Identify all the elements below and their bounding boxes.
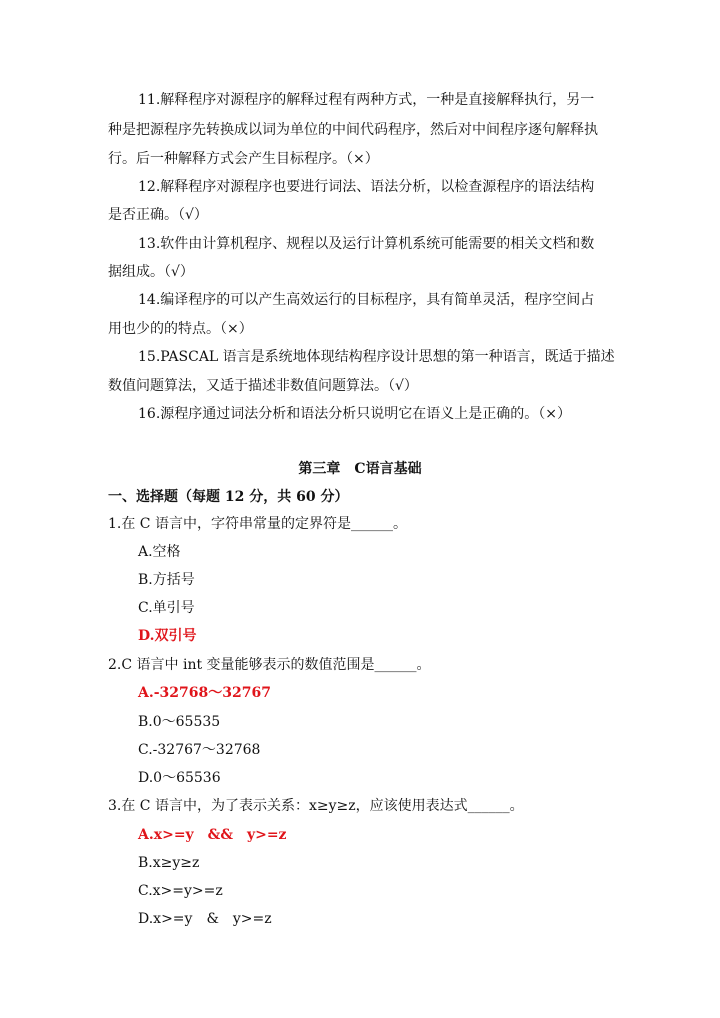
q1-option-b: B.方括号: [138, 572, 195, 588]
item-14-line-2: 用也少的的特点。（×）: [108, 321, 253, 337]
item-13-line-2: 据组成。（√）: [108, 264, 194, 280]
q2-option-a-answer: A.-32768～32767: [138, 685, 271, 701]
q1-option-a: A.空格: [138, 544, 181, 560]
section-title: 一、选择题（每题 12 分，共 60 分）: [108, 489, 349, 505]
q3-option-d: D.x>=y & y>=z: [138, 911, 272, 927]
chapter-title: 第三章 C语言基础: [298, 461, 422, 477]
question-2-stem: 2.C 语言中 int 变量能够表示的数值范围是______。: [108, 657, 431, 673]
q2-option-c: C.-32767～32768: [138, 742, 261, 758]
item-11-line-3: 行。后一种解释方式会产生目标程序。（×）: [108, 151, 379, 167]
question-1-stem: 1.在 C 语言中，字符串常量的定界符是______。: [108, 516, 407, 532]
item-16-line-1: 16.源程序通过词法分析和语法分析只说明它在语义上是正确的。（×）: [138, 406, 571, 422]
item-12-line-1: 12.解释程序对源程序也要进行词法、语法分析，以检查源程序的语法结构: [138, 179, 595, 195]
q1-option-d-answer: D.双引号: [138, 628, 197, 644]
item-11-line-1: 11.解释程序对源程序的解释过程有两种方式，一种是直接解释执行，另一: [138, 92, 595, 108]
item-11-line-2: 种是把源程序先转换成以词为单位的中间代码程序，然后对中间程序逐句解释执: [108, 122, 598, 138]
q3-option-c: C.x>=y>=z: [138, 883, 223, 899]
q1-option-c: C.单引号: [138, 600, 195, 616]
question-3-stem: 3.在 C 语言中，为了表示关系：x≥y≥z，应该使用表达式______。: [108, 798, 524, 814]
q2-option-d: D.0～65536: [138, 770, 221, 786]
item-15-line-2: 数值问题算法，又适于描述非数值问题算法。（√）: [108, 378, 418, 394]
item-12-line-2: 是否正确。（√）: [108, 207, 208, 223]
item-15-line-1: 15.PASCAL 语言是系统地体现结构程序设计思想的第一种语言，既适于描述: [138, 349, 615, 365]
q3-option-b: B.x≥y≥z: [138, 855, 200, 871]
item-13-line-1: 13.软件由计算机程序、规程以及运行计算机系统可能需要的相关文档和数: [138, 236, 595, 252]
q2-option-b: B.0～65535: [138, 714, 221, 730]
item-14-line-1: 14.编译程序的可以产生高效运行的目标程序，具有简单灵活，程序空间占: [138, 292, 595, 308]
q3-option-a-answer: A.x>=y && y>=z: [138, 827, 287, 843]
